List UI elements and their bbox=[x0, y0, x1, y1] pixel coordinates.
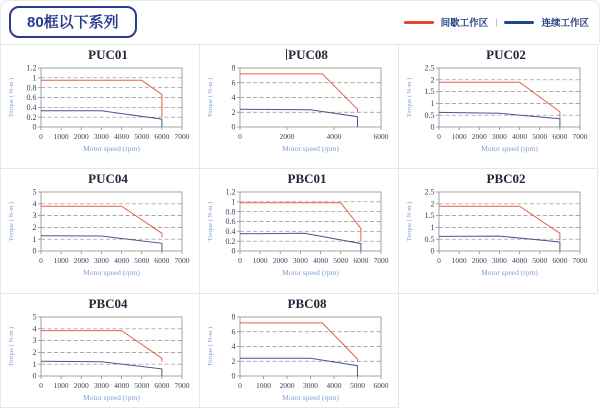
svg-text:0: 0 bbox=[39, 132, 43, 141]
header bbox=[0, 0, 600, 44]
svg-text:2000: 2000 bbox=[73, 132, 89, 141]
svg-text:3000: 3000 bbox=[93, 132, 109, 141]
svg-text:0.4: 0.4 bbox=[225, 226, 236, 236]
svg-text:3: 3 bbox=[32, 211, 37, 221]
svg-text:3: 3 bbox=[32, 336, 37, 346]
page-title: 80框以下系列 bbox=[27, 14, 119, 31]
svg-text:0: 0 bbox=[32, 371, 37, 381]
svg-text:2000: 2000 bbox=[471, 132, 487, 141]
x-axis-label: Motor speed (rpm) bbox=[282, 144, 339, 153]
chart-cell-PBC01 bbox=[199, 168, 398, 293]
chart-title: PBC01 bbox=[287, 171, 327, 186]
svg-text:4000: 4000 bbox=[326, 132, 342, 141]
continuous-zone-swatch bbox=[504, 21, 534, 24]
svg-text:3000: 3000 bbox=[491, 256, 507, 265]
chart-title: PUC04 bbox=[88, 171, 128, 186]
svg-text:6000: 6000 bbox=[353, 256, 369, 265]
svg-text:4: 4 bbox=[32, 324, 37, 334]
y-axis-label: Torque ( N-m ) bbox=[207, 201, 214, 242]
intermittent-zone-curve bbox=[41, 331, 162, 362]
intermittent-zone-curve bbox=[240, 74, 358, 112]
svg-text:6000: 6000 bbox=[552, 256, 568, 265]
chart-cell-PUC04 bbox=[0, 168, 199, 293]
svg-text:0: 0 bbox=[238, 132, 242, 141]
svg-text:5000: 5000 bbox=[333, 256, 349, 265]
svg-text:3000: 3000 bbox=[93, 381, 109, 390]
svg-text:0: 0 bbox=[430, 246, 435, 256]
svg-text:2: 2 bbox=[231, 107, 236, 117]
svg-text:0.4: 0.4 bbox=[26, 102, 37, 112]
svg-text:7000: 7000 bbox=[373, 256, 389, 265]
x-axis-label: Motor speed (rpm) bbox=[282, 268, 339, 277]
intermittent-zone-swatch bbox=[404, 21, 434, 24]
svg-text:1: 1 bbox=[32, 359, 37, 369]
svg-text:7000: 7000 bbox=[174, 132, 190, 141]
legend-separator: | bbox=[495, 17, 498, 27]
y-axis-label: Torque ( N-m ) bbox=[406, 201, 413, 242]
torque-speed-chart-PBC01 bbox=[203, 187, 395, 283]
svg-text:0: 0 bbox=[437, 132, 441, 141]
svg-text:6000: 6000 bbox=[373, 132, 389, 141]
svg-text:0: 0 bbox=[238, 256, 242, 265]
svg-text:1000: 1000 bbox=[53, 256, 69, 265]
intermittent-zone-curve bbox=[41, 80, 162, 117]
y-axis-label: Torque ( N-m ) bbox=[8, 201, 15, 242]
x-axis-label: Motor speed (rpm) bbox=[83, 144, 140, 153]
svg-text:1: 1 bbox=[430, 223, 435, 232]
svg-text:0: 0 bbox=[430, 122, 435, 132]
svg-text:4000: 4000 bbox=[512, 132, 528, 141]
chart-cell-PUC08 bbox=[199, 44, 398, 168]
svg-text:3000: 3000 bbox=[292, 256, 308, 265]
torque-speed-chart-PUC02 bbox=[402, 63, 594, 159]
chart-title: PUC02 bbox=[486, 47, 526, 62]
chart-cell-PBC04 bbox=[0, 293, 199, 408]
svg-text:1.2: 1.2 bbox=[26, 63, 37, 73]
charts-grid bbox=[0, 44, 600, 408]
continuous-zone-curve bbox=[240, 233, 361, 251]
svg-text:4: 4 bbox=[231, 342, 236, 352]
svg-text:1: 1 bbox=[430, 99, 435, 108]
svg-text:2.5: 2.5 bbox=[424, 63, 435, 73]
svg-text:3000: 3000 bbox=[491, 132, 507, 141]
y-axis-label: Torque ( N-m ) bbox=[8, 326, 15, 367]
svg-text:0.8: 0.8 bbox=[225, 207, 236, 217]
svg-text:5000: 5000 bbox=[532, 132, 548, 141]
x-axis-label: Motor speed (rpm) bbox=[83, 268, 140, 277]
svg-text:1: 1 bbox=[32, 234, 37, 244]
svg-text:2000: 2000 bbox=[73, 381, 89, 390]
empty-cell bbox=[398, 293, 598, 408]
svg-text:1000: 1000 bbox=[451, 256, 467, 265]
chart-cell-PBC08 bbox=[199, 293, 398, 408]
svg-text:1.2: 1.2 bbox=[225, 187, 236, 197]
svg-text:5000: 5000 bbox=[134, 381, 150, 390]
svg-text:0: 0 bbox=[238, 381, 242, 390]
svg-text:0.6: 0.6 bbox=[26, 93, 37, 103]
torque-speed-chart-PUC04 bbox=[4, 187, 196, 283]
svg-text:1: 1 bbox=[32, 73, 37, 83]
svg-text:0: 0 bbox=[231, 371, 236, 381]
svg-text:2: 2 bbox=[430, 199, 435, 209]
svg-text:3000: 3000 bbox=[93, 256, 109, 265]
continuous-zone-label: 连续工作区 bbox=[541, 18, 589, 29]
svg-text:6000: 6000 bbox=[154, 256, 170, 265]
x-axis-label: Motor speed (rpm) bbox=[481, 144, 538, 153]
svg-text:4: 4 bbox=[231, 93, 236, 103]
svg-text:4000: 4000 bbox=[114, 256, 130, 265]
continuous-zone-curve bbox=[439, 112, 560, 127]
svg-text:7000: 7000 bbox=[174, 381, 190, 390]
svg-text:0: 0 bbox=[231, 122, 236, 132]
svg-text:3000: 3000 bbox=[303, 381, 318, 390]
svg-text:0: 0 bbox=[39, 381, 43, 390]
x-axis-label: Motor speed (rpm) bbox=[481, 268, 538, 277]
x-axis-label: Motor speed (rpm) bbox=[83, 393, 140, 402]
series-title-badge bbox=[9, 6, 137, 38]
intermittent-zone-curve bbox=[41, 206, 162, 237]
torque-speed-chart-PBC04 bbox=[4, 312, 196, 408]
torque-speed-chart-PBC02 bbox=[402, 187, 594, 283]
svg-text:2.5: 2.5 bbox=[424, 187, 435, 197]
svg-text:2: 2 bbox=[430, 75, 435, 85]
svg-text:0: 0 bbox=[32, 122, 37, 132]
chart-cell-PUC02 bbox=[398, 44, 598, 168]
svg-text:0.5: 0.5 bbox=[424, 234, 435, 244]
chart-title: PUC08 bbox=[288, 47, 328, 62]
svg-text:2: 2 bbox=[32, 223, 37, 232]
continuous-zone-curve bbox=[439, 236, 560, 251]
chart-title: PUC01 bbox=[88, 47, 128, 62]
svg-text:1000: 1000 bbox=[252, 256, 268, 265]
svg-text:2000: 2000 bbox=[73, 256, 89, 265]
svg-text:5: 5 bbox=[32, 312, 37, 322]
y-axis-label: Torque ( N-m ) bbox=[406, 77, 413, 118]
intermittent-zone-label: 间歇工作区 bbox=[440, 18, 489, 29]
svg-text:2: 2 bbox=[231, 356, 236, 366]
svg-text:1000: 1000 bbox=[451, 132, 467, 141]
svg-text:7000: 7000 bbox=[572, 256, 588, 265]
svg-text:2000: 2000 bbox=[279, 381, 295, 390]
svg-text:0.5: 0.5 bbox=[424, 110, 435, 120]
svg-text:2000: 2000 bbox=[272, 256, 288, 265]
legend bbox=[404, 15, 589, 29]
svg-text:4000: 4000 bbox=[512, 256, 528, 265]
svg-text:1: 1 bbox=[231, 197, 236, 207]
intermittent-zone-curve bbox=[240, 323, 358, 362]
svg-text:4000: 4000 bbox=[326, 381, 342, 390]
chart-cell-PBC02 bbox=[398, 168, 598, 293]
y-axis-label: Torque ( N-m ) bbox=[8, 77, 15, 118]
x-axis-label: Motor speed (rpm) bbox=[282, 393, 339, 402]
svg-text:4: 4 bbox=[32, 199, 37, 209]
torque-speed-chart-PBC08 bbox=[203, 312, 395, 408]
svg-text:0.6: 0.6 bbox=[225, 217, 236, 227]
svg-text:6000: 6000 bbox=[154, 381, 170, 390]
continuous-zone-curve bbox=[41, 111, 162, 127]
svg-text:6000: 6000 bbox=[552, 132, 568, 141]
svg-text:6: 6 bbox=[231, 327, 236, 337]
svg-text:1.5: 1.5 bbox=[424, 211, 435, 221]
chart-title: PBC08 bbox=[287, 296, 327, 311]
continuous-zone-curve bbox=[41, 361, 162, 376]
svg-text:2000: 2000 bbox=[279, 132, 295, 141]
y-axis-label: Torque ( N-m ) bbox=[207, 77, 214, 118]
chart-cell-PUC01 bbox=[0, 44, 199, 168]
svg-text:0: 0 bbox=[32, 246, 37, 256]
svg-text:5000: 5000 bbox=[350, 381, 365, 390]
svg-text:2000: 2000 bbox=[471, 256, 487, 265]
svg-text:8: 8 bbox=[231, 63, 236, 73]
svg-text:1000: 1000 bbox=[53, 132, 69, 141]
svg-text:5: 5 bbox=[32, 187, 37, 197]
continuous-zone-curve bbox=[41, 236, 162, 251]
svg-text:4000: 4000 bbox=[114, 381, 130, 390]
svg-text:5000: 5000 bbox=[134, 132, 150, 141]
svg-text:0: 0 bbox=[437, 256, 441, 265]
svg-text:4000: 4000 bbox=[313, 256, 329, 265]
svg-text:1.5: 1.5 bbox=[424, 87, 435, 97]
svg-text:7000: 7000 bbox=[572, 132, 588, 141]
svg-text:0.8: 0.8 bbox=[26, 83, 37, 93]
text-cursor bbox=[286, 49, 287, 60]
torque-speed-chart-PUC08 bbox=[203, 63, 395, 159]
y-axis-label: Torque ( N-m ) bbox=[207, 326, 214, 367]
intermittent-zone-curve bbox=[439, 206, 560, 240]
svg-text:6000: 6000 bbox=[373, 381, 389, 390]
intermittent-zone-curve bbox=[240, 203, 361, 241]
svg-text:0: 0 bbox=[231, 246, 236, 256]
svg-text:5000: 5000 bbox=[134, 256, 150, 265]
svg-text:2: 2 bbox=[32, 348, 37, 357]
svg-text:0.2: 0.2 bbox=[225, 236, 236, 246]
svg-text:7000: 7000 bbox=[174, 256, 190, 265]
chart-title: PBC02 bbox=[486, 171, 526, 186]
svg-text:1000: 1000 bbox=[256, 381, 271, 390]
svg-text:1000: 1000 bbox=[53, 381, 69, 390]
svg-text:5000: 5000 bbox=[532, 256, 548, 265]
svg-text:8: 8 bbox=[231, 312, 236, 322]
svg-text:6000: 6000 bbox=[154, 132, 170, 141]
torque-speed-chart-PUC01 bbox=[4, 63, 196, 159]
svg-text:4000: 4000 bbox=[114, 132, 130, 141]
svg-text:0.2: 0.2 bbox=[26, 112, 37, 122]
svg-text:6: 6 bbox=[231, 78, 236, 88]
svg-text:0: 0 bbox=[39, 256, 43, 265]
chart-title: PBC04 bbox=[88, 296, 128, 311]
